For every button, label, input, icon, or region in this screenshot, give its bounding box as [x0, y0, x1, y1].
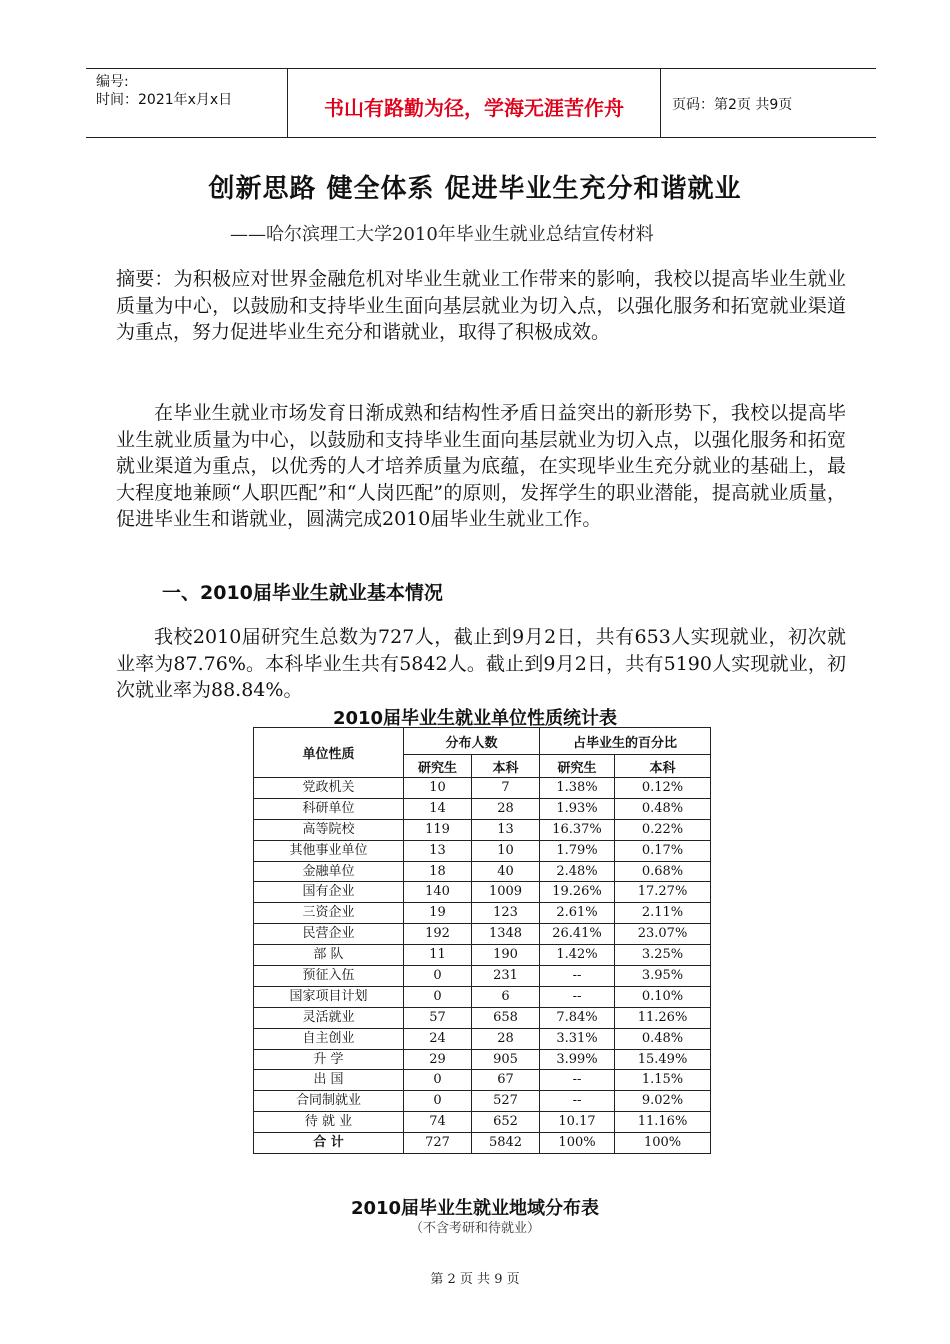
cell-undergraduate-percent: 0.17%	[615, 840, 711, 861]
cell-graduate-percent: 1.79%	[540, 840, 615, 861]
cell-graduate-count: 192	[404, 924, 472, 945]
cell-undergraduate-percent: 15.49%	[615, 1049, 711, 1070]
cell-undergraduate-count: 28	[472, 1028, 540, 1049]
subheader-graduate: 研究生	[404, 755, 472, 778]
header-motto: 书山有路勤为径，学海无涯苦作舟	[324, 96, 624, 120]
cell-undergraduate-count: 1009	[472, 882, 540, 903]
cell-undergraduate-count: 231	[472, 966, 540, 987]
cell-graduate-count: 29	[404, 1049, 472, 1070]
table-row	[254, 1070, 711, 1091]
total-undergraduate-percent: 100%	[615, 1133, 711, 1154]
cell-undergraduate-percent: 0.22%	[615, 819, 711, 840]
table-body	[254, 778, 711, 1154]
cell-undergraduate-count: 28	[472, 798, 540, 819]
cell-undergraduate-count: 123	[472, 903, 540, 924]
cell-unit-type: 高等院校	[254, 819, 404, 840]
cell-undergraduate-count: 7	[472, 778, 540, 799]
cell-undergraduate-count: 1348	[472, 924, 540, 945]
employment-unit-table	[253, 727, 711, 1154]
cell-unit-type: 国家项目计划	[254, 986, 404, 1007]
table-row	[254, 1049, 711, 1070]
cell-undergraduate-count: 905	[472, 1049, 540, 1070]
cell-graduate-percent: 3.31%	[540, 1028, 615, 1049]
cell-undergraduate-count: 67	[472, 1070, 540, 1091]
cell-graduate-count: 0	[404, 986, 472, 1007]
cell-undergraduate-percent: 2.11%	[615, 903, 711, 924]
header-page-cell	[660, 69, 876, 137]
cell-undergraduate-count: 652	[472, 1112, 540, 1133]
page-footer: 第 2 页 共 9 页	[430, 1272, 520, 1287]
cell-graduate-count: 0	[404, 966, 472, 987]
cell-graduate-percent: --	[540, 1070, 615, 1091]
cell-unit-type: 国有企业	[254, 882, 404, 903]
header-motto-cell	[287, 69, 661, 137]
cell-unit-type: 预征入伍	[254, 966, 404, 987]
table-caption: 2010届毕业生就业单位性质统计表	[332, 708, 618, 729]
cell-graduate-percent: --	[540, 1091, 615, 1112]
cell-undergraduate-percent: 11.16%	[615, 1112, 711, 1133]
col-header-unit: 单位性质	[254, 728, 404, 778]
cell-graduate-percent: 16.37%	[540, 819, 615, 840]
cell-unit-type: 民营企业	[254, 924, 404, 945]
header-time-label: 时间：2021年x月x日	[96, 92, 233, 108]
cell-graduate-percent: 19.26%	[540, 882, 615, 903]
cell-undergraduate-percent: 1.15%	[615, 1070, 711, 1091]
cell-graduate-percent: 26.41%	[540, 924, 615, 945]
cell-graduate-count: 74	[404, 1112, 472, 1133]
cell-undergraduate-count: 658	[472, 1007, 540, 1028]
subheader-undergraduate: 本科	[472, 755, 540, 778]
table-total-row	[254, 1133, 711, 1154]
table-row	[254, 798, 711, 819]
cell-graduate-percent: 1.42%	[540, 945, 615, 966]
table-row	[254, 1091, 711, 1112]
abstract-paragraph: 摘要：为积极应对世界金融危机对毕业生就业工作带来的影响，我校以提高毕业生就业质量为中心，以鼓励和支持毕业生面向基层就业为切入点，以强化服务和拓宽就业渠道为重点，努力促进毕业生充分和谐就业，取得了积极成效。	[116, 268, 846, 343]
total-undergraduate: 5842	[472, 1133, 540, 1154]
table-row	[254, 986, 711, 1007]
cell-undergraduate-count: 13	[472, 819, 540, 840]
intro-paragraph: 在毕业生就业市场发育日渐成熟和结构性矛盾日益突出的新形势下，我校以提高毕业生就业质量为中心，以鼓励和支持毕业生面向基层就业为切入点，以强化服务和拓宽就业渠道为重点，以优秀的人才培养质量为底蕴，在实现毕业生充分就业的基础上，最大程度地兼顾“人职匹配”和“人岗匹配”的原则，发挥学生的职业潜能，提高就业质量，促进毕业生和谐就业，圆满完成2010届毕业生就业工作。	[116, 402, 846, 530]
cell-undergraduate-count: 190	[472, 945, 540, 966]
col-header-percent: 占毕业生的百分比	[540, 728, 711, 755]
subheader-undergraduate-percent: 本科	[615, 755, 711, 778]
cell-graduate-percent: 7.84%	[540, 1007, 615, 1028]
page-subtitle: ——哈尔滨理工大学2010年毕业生就业总结宣传材料	[230, 224, 654, 245]
cell-undergraduate-percent: 0.48%	[615, 798, 711, 819]
cell-unit-type: 合同制就业	[254, 1091, 404, 1112]
cell-unit-type: 金融单位	[254, 861, 404, 882]
cell-graduate-count: 0	[404, 1070, 472, 1091]
col-header-count: 分布人数	[404, 728, 540, 755]
cell-unit-type: 灵活就业	[254, 1007, 404, 1028]
cell-graduate-percent: 1.38%	[540, 778, 615, 799]
cell-undergraduate-count: 10	[472, 840, 540, 861]
cell-graduate-count: 14	[404, 798, 472, 819]
cell-graduate-count: 13	[404, 840, 472, 861]
table-row	[254, 1007, 711, 1028]
cell-graduate-count: 140	[404, 882, 472, 903]
cell-undergraduate-percent: 23.07%	[615, 924, 711, 945]
cell-undergraduate-percent: 11.26%	[615, 1007, 711, 1028]
cell-graduate-percent: 10.17	[540, 1112, 615, 1133]
header-number-label: 编号:	[96, 74, 129, 90]
table-row	[254, 778, 711, 799]
table-row	[254, 945, 711, 966]
subheader-graduate-percent: 研究生	[540, 755, 615, 778]
page-title: 创新思路 健全体系 促进毕业生充分和谐就业	[208, 174, 742, 204]
cell-undergraduate-percent: 0.68%	[615, 861, 711, 882]
table-row	[254, 882, 711, 903]
cell-graduate-percent: --	[540, 966, 615, 987]
cell-graduate-percent: 2.48%	[540, 861, 615, 882]
cell-undergraduate-percent: 3.95%	[615, 966, 711, 987]
section-paragraph: 我校2010届研究生总数为727人，截止到9月2日，共有653人实现就业，初次就业率为87.76%。本科毕业生共有5842人。截止到9月2日，共有5190人实现就业，初次就业率为88.84%。	[116, 626, 846, 701]
table-row	[254, 840, 711, 861]
cell-graduate-count: 0	[404, 1091, 472, 1112]
table-row	[254, 819, 711, 840]
cell-unit-type: 升 学	[254, 1049, 404, 1070]
cell-undergraduate-percent: 0.48%	[615, 1028, 711, 1049]
cell-undergraduate-count: 6	[472, 986, 540, 1007]
cell-graduate-count: 119	[404, 819, 472, 840]
cell-graduate-percent: 3.99%	[540, 1049, 615, 1070]
table-row	[254, 903, 711, 924]
cell-graduate-count: 19	[404, 903, 472, 924]
cell-graduate-count: 10	[404, 778, 472, 799]
table-row	[254, 966, 711, 987]
cell-undergraduate-percent: 9.02%	[615, 1091, 711, 1112]
document-header	[86, 68, 876, 138]
cell-unit-type: 出 国	[254, 1070, 404, 1091]
header-page-label: 页码：第2页 共9页	[672, 97, 793, 113]
cell-graduate-count: 11	[404, 945, 472, 966]
cell-unit-type: 科研单位	[254, 798, 404, 819]
cell-graduate-count: 24	[404, 1028, 472, 1049]
cell-graduate-percent: 1.93%	[540, 798, 615, 819]
total-label: 合 计	[254, 1133, 404, 1154]
cell-undergraduate-count: 40	[472, 861, 540, 882]
header-meta-cell	[86, 69, 286, 137]
cell-unit-type: 党政机关	[254, 778, 404, 799]
cell-graduate-count: 57	[404, 1007, 472, 1028]
cell-graduate-percent: --	[540, 986, 615, 1007]
cell-undergraduate-percent: 0.12%	[615, 778, 711, 799]
section-heading: 一、2010届毕业生就业基本情况	[162, 582, 443, 604]
total-graduate: 727	[404, 1133, 472, 1154]
cell-graduate-percent: 2.61%	[540, 903, 615, 924]
table-row	[254, 861, 711, 882]
table2-note: （不含考研和待就业）	[409, 1221, 540, 1236]
cell-unit-type: 待 就 业	[254, 1112, 404, 1133]
table-row	[254, 1112, 711, 1133]
cell-unit-type: 其他事业单位	[254, 840, 404, 861]
total-graduate-percent: 100%	[540, 1133, 615, 1154]
table2-caption: 2010届毕业生就业地域分布表	[350, 1198, 600, 1219]
table-row	[254, 924, 711, 945]
cell-undergraduate-percent: 3.25%	[615, 945, 711, 966]
table-row	[254, 1028, 711, 1049]
cell-undergraduate-percent: 0.10%	[615, 986, 711, 1007]
cell-unit-type: 自主创业	[254, 1028, 404, 1049]
cell-undergraduate-percent: 17.27%	[615, 882, 711, 903]
cell-unit-type: 部 队	[254, 945, 404, 966]
cell-unit-type: 三资企业	[254, 903, 404, 924]
cell-graduate-count: 18	[404, 861, 472, 882]
cell-undergraduate-count: 527	[472, 1091, 540, 1112]
